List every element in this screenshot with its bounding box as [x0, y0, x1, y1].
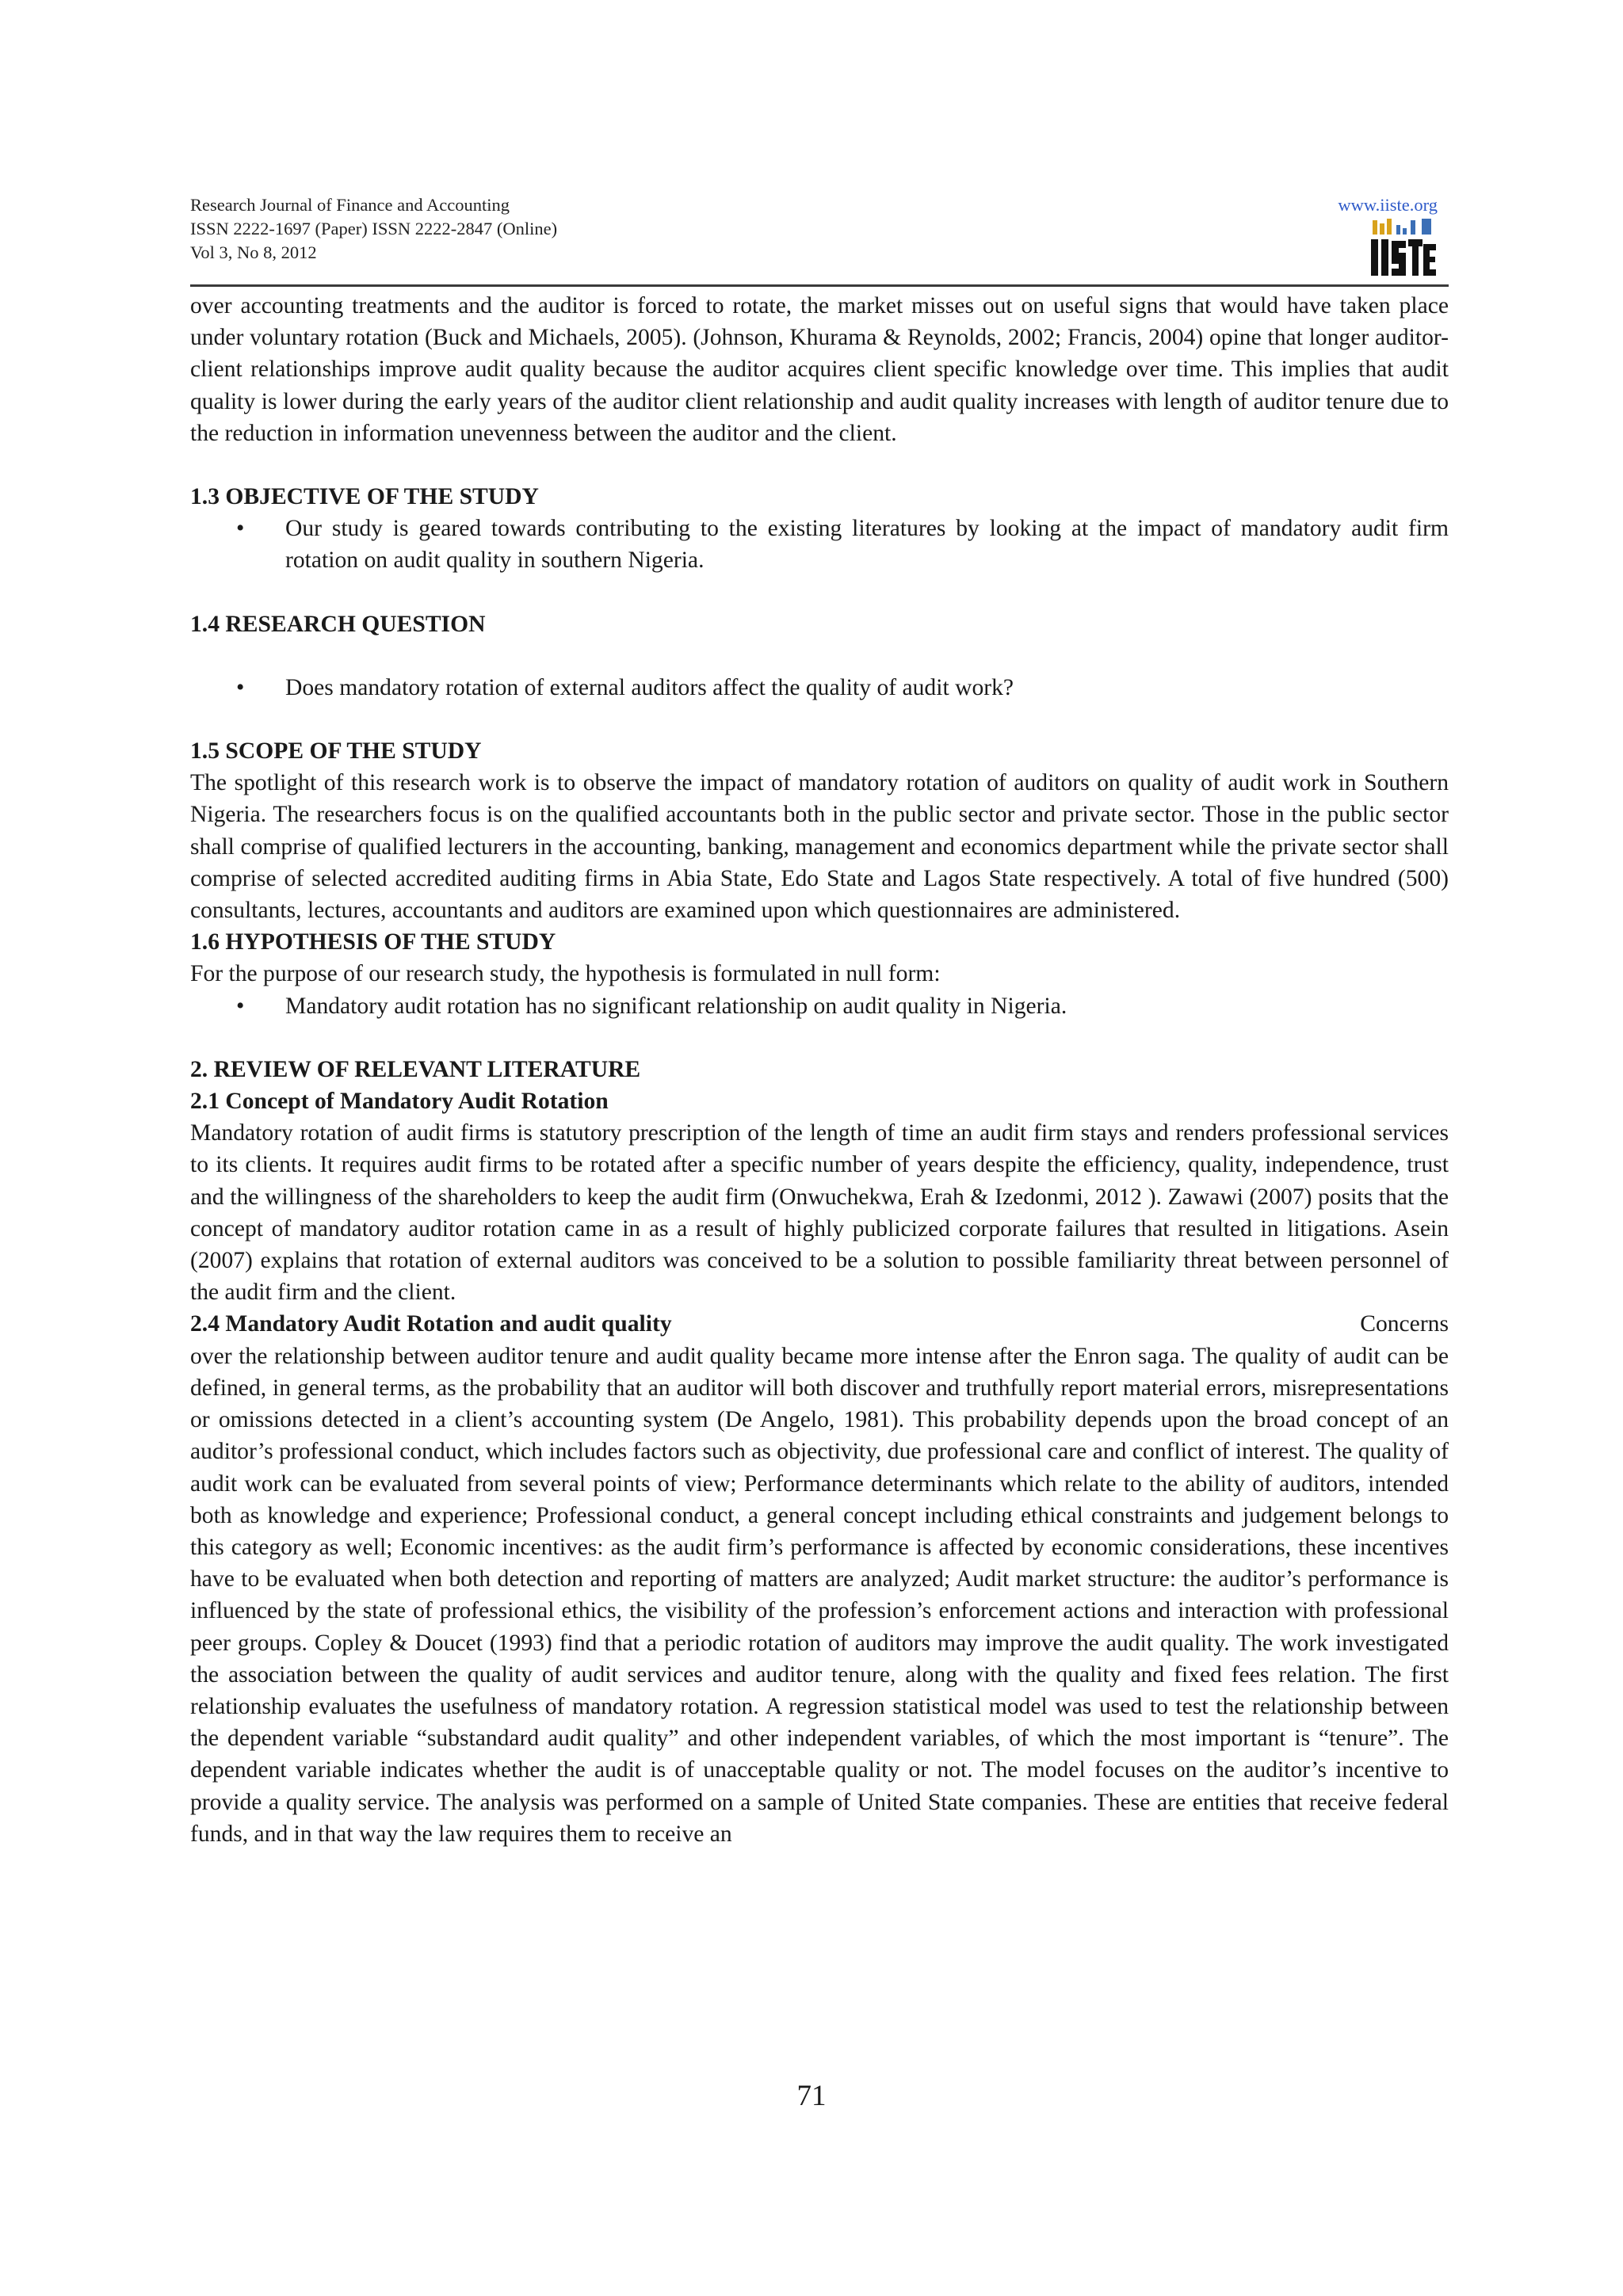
bullet-icon: • [236, 674, 245, 700]
section-2-4-first-word: Concerns [1360, 1311, 1449, 1337]
bullet-icon: • [236, 993, 245, 1019]
section-2-heading: 2. REVIEW OF RELEVANT LITERATURE [190, 1056, 641, 1082]
objective-text: Our study is geared towards contributing to the existing literatures by looking at the impact of mandatory audit firm rotation on audit quality in southern Nigeria. [285, 516, 1449, 574]
page-number: 71 [796, 2080, 827, 2112]
section-2-4-heading-row [190, 1308, 1449, 1340]
concept-paragraph: Mandatory rotation of audit firms is statutory prescription of the length of time an audit firm stays and renders professional services to its clients. It requires audit firms to be rotated after a specific number of years despite the efficiency, quality, independence, trust and the willingness of the shareholders to keep the audit firm (Onwuchekwa, Erah & Izedonmi, 2012 ). Zawawi (2007) posits that the concept of mandatory auditor rotation came in as a result of highly publicized corporate failures that resulted in litigations. Asein (2007) explains that rotation of external auditors was conceived to be a solution to possible familiarity threat between personnel of the audit firm and the client. [190, 1120, 1449, 1306]
page-header [190, 193, 1449, 282]
journal-info [190, 193, 557, 265]
journal-url-link[interactable]: www.iiste.org [1338, 195, 1438, 215]
journal-title: Research Journal of Finance and Accounting [190, 195, 510, 215]
audit-quality-paragraph: over the relationship between auditor tenure and audit quality became more intense after the Enron saga. The quality of audit can be defined, in general terms, as the probability that an auditor will both discover and truthfully report material errors, misrepresentations or omissions detected in a client’s accounting system (De Angelo, 1981). This probability depends upon the broad concept of an auditor’s professional conduct, which includes factors such as objectivity, due professional care and conflict of interest. The quality of audit work can be evaluated from several points of view; Performance determinants which relate to the ability of auditors, intended both as knowledge and experience; Professional conduct, a general concept including ethical constraints and judgement belongs to this category as well; Economic incentives: as the audit firm’s performance is affected by economic considerations, these incentives have to be evaluated when both detection and reporting of matters are analyzed; Audit market structure: the auditor’s performance is influenced by the state of professional ethics, the visibility of the profession’s enforcement actions and interaction with professional peer groups. Copley & Doucet (1993) find that a periodic rotation of auditors may improve the audit quality. The work investigated the association between the quality of audit services and auditor tenure, along with the quality and fixed fees relation. The first relationship evaluates the usefulness of mandatory rotation. A regression statistical model was used to test the relationship between the dependent variable “substandard audit quality” and other independent variables, of which the most important is “tenure”. The dependent variable indicates whether the audit is of unacceptable quality or not. The model focuses on the auditor’s incentive to provide a quality service. The analysis was performed on a sample of United State companies. These are entities that receive federal funds, and in that way the law requires them to receive an [190, 1343, 1449, 1847]
article-body [190, 290, 1449, 1850]
hypothesis-text: Mandatory audit rotation has no significant relationship on audit quality in Nigeria. [285, 993, 1067, 1019]
hypothesis-intro: For the purpose of our research study, the hypothesis is formulated in null form: [190, 961, 941, 987]
bullet-icon: • [236, 516, 245, 542]
section-1-3-heading: 1.3 OBJECTIVE OF THE STUDY [190, 484, 539, 510]
section-1-6-heading: 1.6 HYPOTHESIS OF THE STUDY [190, 929, 556, 955]
scope-paragraph: The spotlight of this research work is to observe the impact of mandatory rotation of auditors on quality of audit work in Southern Nigeria. The researchers focus is on the qualified accountants both in the public sector and private sector. Those in the public sector shall comprise of qualified lecturers in the accounting, banking, management and economics department while the private sector shall comprise of selected accredited auditing firms in Abia State, Edo State and Lagos State respectively. A total of five hundred (500) consultants, lectures, accountants and auditors are examined upon which questionnaires are administered. [190, 770, 1449, 924]
research-question-bullet [190, 672, 1449, 704]
section-2-1-heading: 2.1 Concept of Mandatory Audit Rotation [190, 1089, 609, 1115]
section-1-4-heading: 1.4 RESEARCH QUESTION [190, 611, 486, 637]
hypothesis-bullet [190, 990, 1449, 1022]
research-question-text: Does mandatory rotation of external auditors affect the quality of audit work? [285, 674, 1014, 700]
objective-bullet [190, 513, 1449, 576]
journal-issn: ISSN 2222-1697 (Paper) ISSN 2222-2847 (Online) [190, 219, 558, 238]
iiste-logo [1369, 217, 1438, 279]
journal-volume: Vol 3, No 8, 2012 [190, 242, 317, 262]
section-2-4-heading: 2.4 Mandatory Audit Rotation and audit quality [190, 1311, 672, 1337]
intro-paragraph: over accounting treatments and the auditor is forced to rotate, the market misses out on useful signs that would have taken place under voluntary rotation (Buck and Michaels, 2005). (Johnson, Khurama & Reynolds, 2002; Francis, 2004) opine that longer auditor-client relationships improve audit quality because the auditor acquires client specific knowledge over time. This implies that audit quality is lower during the early years of the auditor client relationship and audit quality increases with length of auditor tenure due to the reduction in information unevenness between the auditor and the client. [190, 293, 1449, 446]
header-divider [190, 284, 1449, 287]
section-1-5-heading: 1.5 SCOPE OF THE STUDY [190, 738, 482, 765]
